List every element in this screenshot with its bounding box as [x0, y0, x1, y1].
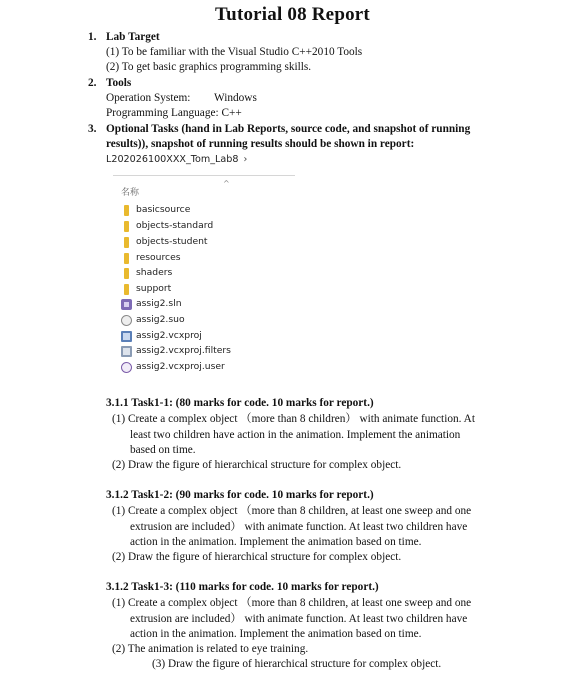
chevron-right-icon: ›: [243, 154, 248, 165]
file-name: assig2.sln: [136, 298, 182, 309]
section-lab-target: [88, 30, 508, 76]
sort-caret-icon: ^: [223, 179, 230, 188]
task-line: (2) Draw the figure of hierarchical structure for complex object.: [112, 459, 402, 471]
file-name: resources: [136, 252, 181, 263]
file-name: objects-student: [136, 236, 208, 247]
task-1-2: [106, 488, 506, 566]
task-line: action in the animation. Implement the animation based on time.: [130, 628, 422, 640]
section-line: (1) To be familiar with the Visual Studio C++2010 Tools: [106, 46, 363, 58]
file-explorer-snapshot: [113, 171, 295, 381]
file-name: shaders: [136, 267, 173, 278]
folder-path-text: L202026100XXX_Tom_Lab8: [106, 154, 239, 165]
section-number: 2.: [88, 77, 97, 89]
solution-file-icon: [121, 299, 132, 310]
task-heading: 3.1.1 Task1-1: (80 marks for code. 10 marks for report.): [106, 397, 374, 409]
project-file-icon: [121, 331, 132, 342]
task-line: action in the animation. Implement the animation based on time.: [130, 536, 422, 548]
file-name: objects-standard: [136, 220, 214, 231]
user-file-icon: [121, 362, 132, 373]
task-line: (2) The animation is related to eye training.: [112, 643, 309, 655]
section-tools: [88, 76, 508, 122]
section-number: 1.: [88, 31, 97, 43]
task-line: least two children have action in the animation. Implement the animation: [130, 429, 461, 441]
file-name: support: [136, 283, 172, 294]
tools-row-value: Windows: [214, 92, 257, 104]
task-line: extrusion are included） with animate function. At least two children have: [130, 521, 468, 533]
folder-path: [106, 154, 247, 165]
section-heading: Optional Tasks (hand in Lab Reports, source code, and snapshot of running: [106, 123, 471, 135]
task-line: based on time.: [130, 444, 196, 456]
folder-icon: [124, 268, 129, 279]
section-heading: Lab Target: [106, 31, 160, 43]
tools-row: [106, 106, 242, 122]
tools-row-value: C++: [221, 107, 242, 119]
task-1-1: [106, 396, 506, 474]
task-line: (2) Draw the figure of hierarchical structure for complex object.: [112, 551, 402, 563]
divider: [113, 175, 295, 176]
section-number: 3.: [88, 123, 97, 135]
section-line: (2) To get basic graphics programming skills.: [106, 61, 312, 73]
task-line: extrusion are included） with animate function. At least two children have: [130, 613, 468, 625]
section-heading: Tools: [106, 77, 132, 89]
file-name: basicsource: [136, 204, 191, 215]
folder-icon: [124, 284, 129, 295]
options-file-icon: [121, 315, 132, 326]
folder-icon: [124, 205, 129, 216]
filters-file-icon: [121, 346, 132, 357]
file-name: assig2.vcxproj.user: [136, 361, 225, 372]
file-name: assig2.vcxproj: [136, 330, 202, 341]
task-1-3: [106, 580, 506, 674]
section-heading-cont: results)), snapshot of running results should be shown in report:: [106, 138, 415, 150]
task-heading: 3.1.2 Task1-3: (110 marks for code. 10 marks for report.): [106, 581, 379, 593]
file-name: assig2.vcxproj.filters: [136, 345, 231, 356]
file-name: assig2.suo: [136, 314, 185, 325]
folder-icon: [124, 237, 129, 248]
task-line: (1) Create a complex object （more than 8 children, at least one sweep and one: [112, 597, 472, 609]
task-line: (3) Draw the figure of hierarchical structure for complex object.: [152, 658, 442, 670]
folder-icon: [124, 253, 129, 264]
name-column-header: 名称: [121, 188, 140, 198]
task-heading: 3.1.2 Task1-2: (90 marks for code. 10 marks for report.): [106, 489, 374, 501]
tools-row-label: Operation System:: [106, 92, 191, 104]
tools-row-label: Programming Language:: [106, 107, 219, 119]
folder-icon: [124, 221, 129, 232]
page-title: Tutorial 08 Report: [215, 4, 370, 25]
task-line: (1) Create a complex object （more than 8 children, at least one sweep and one: [112, 505, 472, 517]
tools-row: [106, 91, 257, 107]
section-optional-tasks: [88, 122, 508, 154]
task-line: (1) Create a complex object （more than 8 children） with animate function. At: [112, 413, 475, 425]
